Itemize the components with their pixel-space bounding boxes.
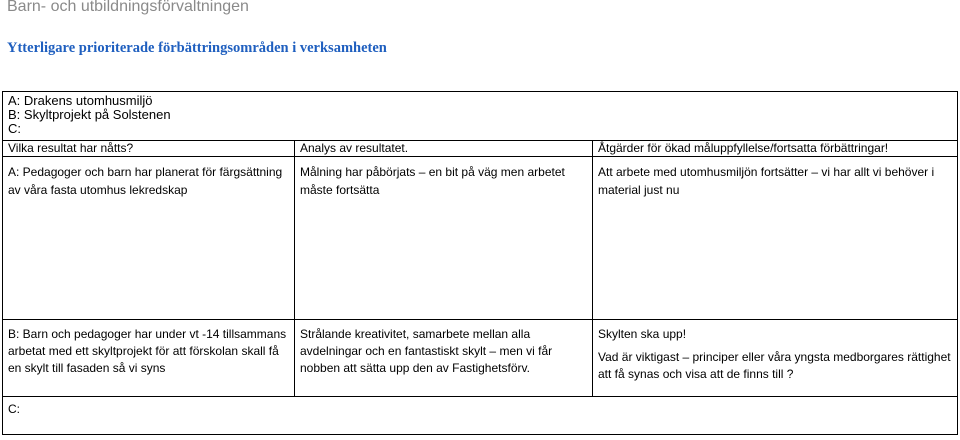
row-b-actions-line-2: Vad är viktigast – principer eller våra yngsta medborgares rättighet att få synas och visa att de finns till ? [598,350,951,381]
column-header-row [3,141,958,157]
row-a-result: A: Pedagoger och barn har planerat för färgsättning av våra fasta utomhus lekredskap [3,157,295,320]
improvement-table [2,91,958,435]
row-b-actions [593,320,958,397]
column-header-result: Vilka resultat har nåtts? [3,141,295,157]
row-a-actions: Att arbete med utomhusmiljön fortsätter – vi har allt vi behöver i material just nu [593,157,958,320]
table-row-b [3,320,958,397]
department-title: Barn- och utbildningsförvaltningen [7,0,249,15]
intro-line-a: A: Drakens utomhusmiljö [8,93,153,108]
column-header-actions: Åtgärder för ökad måluppfyllelse/fortsatta förbättringar! [593,141,958,157]
intro-cell [3,92,958,141]
row-a-analysis: Målning har påbörjats – en bit på väg men arbetet måste fortsätta [295,157,593,320]
row-b-result: B: Barn och pedagoger har under vt -14 tillsammans arbetat med ett skyltprojekt för att förskolan skall få en skylt till fasaden så vi syns [3,320,295,397]
column-header-analysis: Analys av resultatet. [295,141,593,157]
row-c-result: C: [3,397,958,435]
intro-line-b: B: Skyltprojekt på Solstenen [8,107,171,122]
intro-row [3,92,958,141]
page-subtitle: Ytterligare prioriterade förbättringsområden i verksamheten [7,40,387,56]
row-b-actions-line-1: Skylten ska upp! [598,327,687,341]
intro-line-c: C: [8,121,21,136]
table-row-a [3,157,958,320]
table-row-c [3,397,958,435]
row-b-analysis: Strålande kreativitet, samarbete mellan alla avdelningar och en fantastiskt skylt – men vi får nobben att sätta upp den av Fastighetsförv. [295,320,593,397]
